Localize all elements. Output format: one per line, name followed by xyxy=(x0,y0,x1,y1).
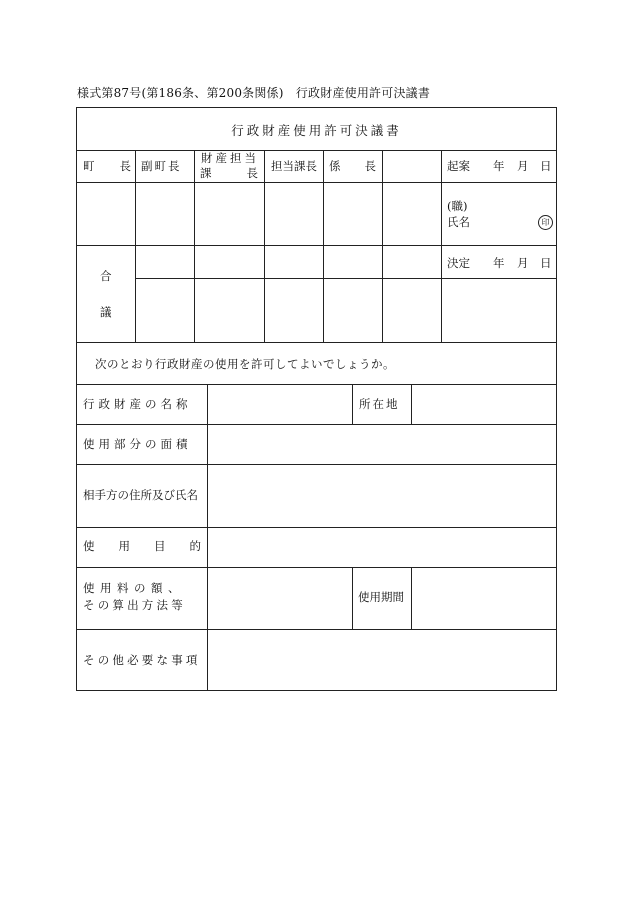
field-label-fee: 使用料の額、 xyxy=(83,581,185,595)
name-value-cell[interactable] xyxy=(208,385,352,424)
approval-label-kakari xyxy=(329,159,376,173)
field-label-purpose xyxy=(83,539,201,553)
kettei-month: 月 xyxy=(517,256,529,270)
shimei-label: 氏名 xyxy=(447,215,470,229)
gougi-char-2: 議 xyxy=(100,305,112,319)
approval-question: 次のとおり行政財産の使用を許可してよいでしょうか。 xyxy=(95,357,395,371)
approval-label-tanto: 担当課長 xyxy=(271,159,317,173)
field-label-fee-method: その算出方法等 xyxy=(83,598,186,612)
rule xyxy=(441,150,442,342)
label-char: 使 xyxy=(83,539,95,553)
field-label-period: 使用期間 xyxy=(358,590,404,604)
period-value-cell[interactable] xyxy=(412,568,556,629)
area-value-cell[interactable] xyxy=(208,425,556,464)
gougi-char-1: 合 xyxy=(100,269,112,283)
field-label-applicant: 相手方の住所及び氏名 xyxy=(83,488,198,502)
kian-day: 日 xyxy=(540,159,552,173)
kian-month: 月 xyxy=(517,159,529,173)
other-value-cell[interactable] xyxy=(208,630,556,690)
rule xyxy=(135,278,556,279)
rule xyxy=(135,150,136,342)
approval-label-cho xyxy=(83,159,131,173)
field-label-name: 行政財産の名称 xyxy=(83,397,192,411)
form-number-header: 様式第87号(第186条、第200条関係) 行政財産使用許可決議書 xyxy=(77,86,431,100)
kettei-label: 決定 xyxy=(447,256,470,270)
kian-year: 年 xyxy=(493,159,505,173)
applicant-value-cell[interactable] xyxy=(208,465,556,527)
approval-label-zaisan-line2 xyxy=(200,166,258,180)
seal-mark: 印 xyxy=(538,215,553,230)
rule xyxy=(352,384,353,424)
form-title: 行政財産使用許可決議書 xyxy=(231,123,402,138)
label-char: 係 xyxy=(329,159,341,173)
approval-label-zaisan: 財産担当 xyxy=(201,151,259,165)
rule xyxy=(352,567,353,629)
field-label-location: 所在地 xyxy=(359,397,400,411)
label-char: 課 xyxy=(200,166,212,180)
label-char: 町 xyxy=(83,159,95,173)
rule xyxy=(323,150,324,342)
label-char: 長 xyxy=(119,159,131,173)
label-char: 長 xyxy=(364,159,376,173)
kettei-year: 年 xyxy=(493,256,505,270)
rule xyxy=(77,245,556,246)
fee-value-cell[interactable] xyxy=(208,568,352,629)
label-char: 用 xyxy=(118,539,130,553)
kettei-day: 日 xyxy=(540,256,552,270)
kian-label: 起案 xyxy=(447,159,470,173)
purpose-value-cell[interactable] xyxy=(208,528,556,567)
location-value-cell[interactable] xyxy=(412,385,556,424)
field-label-area: 使用部分の面積 xyxy=(83,437,192,451)
label-char: 長 xyxy=(246,166,258,180)
shoku-label: (職) xyxy=(447,199,468,213)
approval-label-fukucho: 副町長 xyxy=(141,159,182,173)
label-char: 目 xyxy=(154,539,166,553)
field-label-other: その他必要な事項 xyxy=(83,653,201,667)
label-char: 的 xyxy=(189,539,201,553)
rule xyxy=(194,150,195,342)
rule xyxy=(77,182,556,183)
resolution-form xyxy=(76,107,557,691)
rule xyxy=(382,150,383,342)
rule xyxy=(77,342,556,343)
rule xyxy=(264,150,265,342)
rule xyxy=(77,150,556,151)
